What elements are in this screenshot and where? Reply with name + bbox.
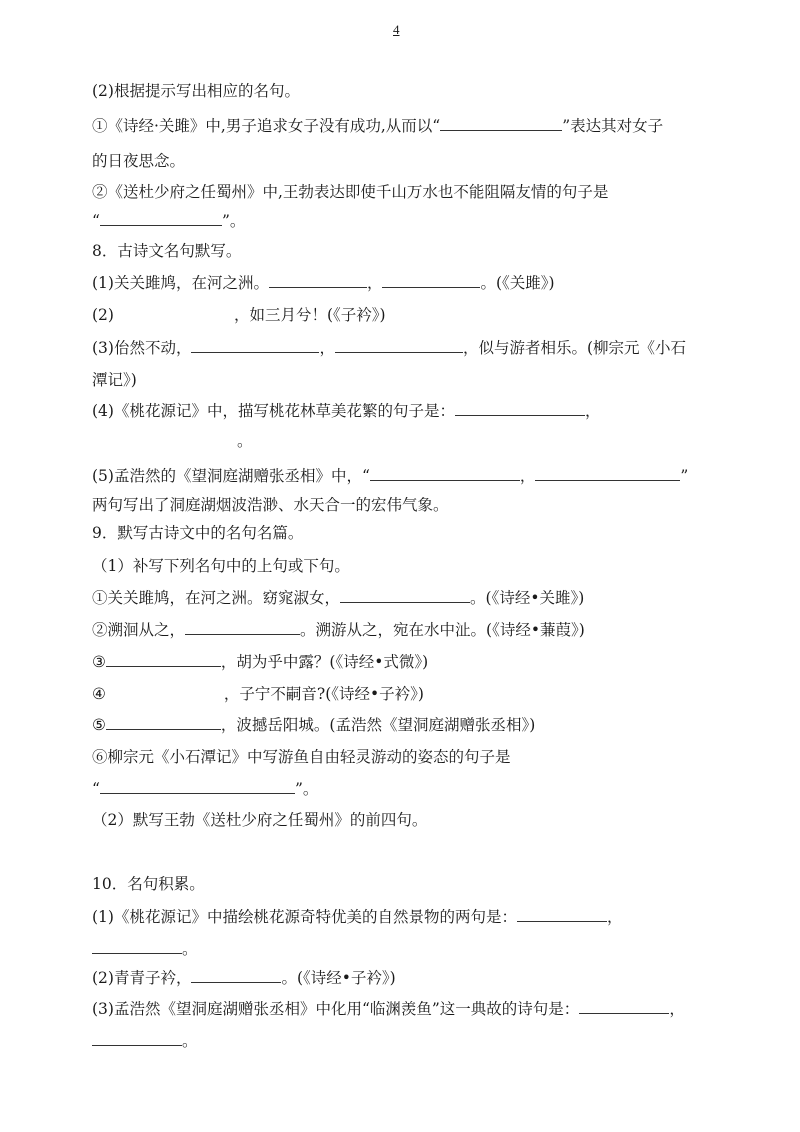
text-segment: ①关关雎鸠，在河之洲。窈窕淑女， [92, 589, 341, 607]
text-line [92, 998, 685, 1020]
text-segment: 。 [182, 940, 198, 958]
text-line [92, 746, 511, 768]
text-segment: ，似与游者相乐。(柳宗元《小石 [462, 339, 687, 357]
text-segment: ， [669, 1000, 685, 1018]
answer-blank[interactable] [455, 401, 585, 416]
text-segment: ” [680, 467, 689, 485]
text-segment: ， [366, 274, 383, 292]
text-segment: ③ [92, 653, 106, 671]
text-segment: ②溯洄从之， [92, 621, 186, 639]
page-number: 4 [393, 22, 400, 37]
answer-blank[interactable] [370, 466, 520, 481]
text-segment: (3)佁然不动， [92, 339, 192, 357]
text-segment: (2)青青子衿， [92, 969, 192, 987]
text-segment: ，胡为乎中露？(《诗经•式微》) [220, 653, 429, 671]
text-line [92, 778, 318, 800]
text-line [92, 619, 585, 641]
answer-blank[interactable] [269, 273, 367, 288]
text-segment: （2）默写王勃《送杜少府之任蜀州》的前四句。 [92, 811, 428, 829]
text-line [92, 400, 600, 422]
answer-blank[interactable] [185, 620, 300, 635]
answer-blank[interactable] [535, 466, 680, 481]
text-segment: ，如三月兮！(《子衿》) [233, 306, 386, 324]
answer-blank[interactable] [100, 779, 295, 794]
answer-blank[interactable] [191, 968, 281, 983]
text-line [92, 873, 205, 895]
text-line [92, 337, 686, 359]
text-segment: ， [319, 339, 335, 357]
text-segment: 8．古诗文名句默写。 [92, 242, 242, 260]
answer-blank[interactable] [191, 338, 319, 353]
text-segment: ”。 [294, 780, 319, 798]
text-line [92, 555, 350, 577]
text-segment: ， [606, 908, 623, 926]
text-segment: ”表达其对女子 [562, 117, 664, 135]
text-line [92, 369, 137, 391]
text-line [92, 809, 427, 831]
text-segment: 9．默写古诗文中的名句名篇。 [92, 524, 304, 542]
answer-blank[interactable] [579, 999, 669, 1014]
text-segment: (1)《桃花源记》中描绘桃花源奇特优美的自然景物的两句是： [92, 908, 517, 926]
text-line [92, 587, 584, 609]
answer-blank[interactable] [382, 273, 480, 288]
text-line [92, 683, 424, 705]
text-segment: （1）补写下列名句中的上句或下句。 [92, 557, 350, 575]
text-segment: 10．名句积累。 [92, 875, 205, 893]
text-segment: 。 [237, 432, 253, 450]
text-segment: 。溯游从之，宛在水中沚。(《诗经•蒹葭》) [300, 621, 585, 639]
text-segment: ， [584, 402, 601, 420]
text-segment: ④ [92, 685, 106, 703]
text-line [92, 714, 535, 736]
text-segment: ⑤ [92, 716, 106, 734]
text-line [92, 465, 688, 487]
text-line [92, 967, 396, 989]
text-segment: 潭记》) [92, 371, 137, 389]
answer-blank[interactable] [340, 588, 470, 603]
text-line [237, 430, 253, 452]
text-segment: (5)孟浩然的《望洞庭湖赠张丞相》中，“ [92, 467, 370, 485]
text-line [92, 240, 241, 262]
text-segment: 。(《诗经•关雎》) [470, 589, 585, 607]
text-segment: 的日夜思念。 [92, 152, 186, 170]
text-segment: 。(《诗经•子衿》) [281, 969, 396, 987]
text-line [92, 1030, 198, 1052]
text-segment: ，波撼岳阳城。(孟浩然《望洞庭湖赠张丞相》) [220, 716, 536, 734]
text-line [92, 304, 386, 326]
text-segment: ”。 [221, 212, 246, 230]
text-line [92, 210, 245, 232]
text-line [92, 494, 449, 516]
text-line [92, 272, 555, 294]
text-line [92, 938, 198, 960]
text-segment: ，子宁不嗣音?(《诗经•子衿》) [223, 685, 424, 703]
answer-blank[interactable] [100, 211, 222, 226]
text-segment: ， [519, 467, 536, 485]
text-line [92, 522, 303, 544]
text-segment: (1)关关雎鸠，在河之洲。 [92, 274, 269, 292]
answer-blank[interactable] [335, 338, 463, 353]
text-segment: “ [92, 212, 100, 230]
text-line [92, 80, 300, 102]
answer-blank[interactable] [106, 715, 221, 730]
answer-blank[interactable] [92, 939, 182, 954]
text-segment: ②《送杜少府之任蜀州》中,王勃表达即使千山万水也不能阻隔友情的句子是 [92, 183, 609, 201]
text-line [92, 181, 608, 203]
text-segment: (2)根据提示写出相应的名句。 [92, 82, 300, 100]
text-segment: “ [92, 780, 100, 798]
answer-blank[interactable] [517, 907, 607, 922]
text-segment: ①《诗经·关雎》中,男子追求女子没有成功,从而以“ [92, 117, 441, 135]
text-line [92, 906, 622, 928]
text-segment: (4)《桃花源记》中，描写桃花林草美花繁的句子是： [92, 402, 455, 420]
text-line [92, 150, 185, 172]
text-segment: (3)孟浩然《望洞庭湖赠张丞相》中化用“临渊羡鱼”这一典故的诗句是： [92, 1000, 580, 1018]
text-segment: ⑥柳宗元《小石潭记》中写游鱼自由轻灵游动的姿态的句子是 [92, 748, 511, 766]
text-line [92, 115, 663, 137]
text-segment: 两句写出了洞庭湖烟波浩渺、水天合一的宏伟气象。 [92, 496, 449, 514]
answer-blank[interactable] [440, 116, 562, 131]
answer-blank[interactable] [92, 1031, 182, 1046]
text-segment: (2) [92, 306, 114, 324]
answer-blank[interactable] [106, 652, 221, 667]
text-segment: 。 [182, 1032, 198, 1050]
text-line [92, 651, 428, 673]
text-segment: 。(《关雎》) [480, 274, 555, 292]
